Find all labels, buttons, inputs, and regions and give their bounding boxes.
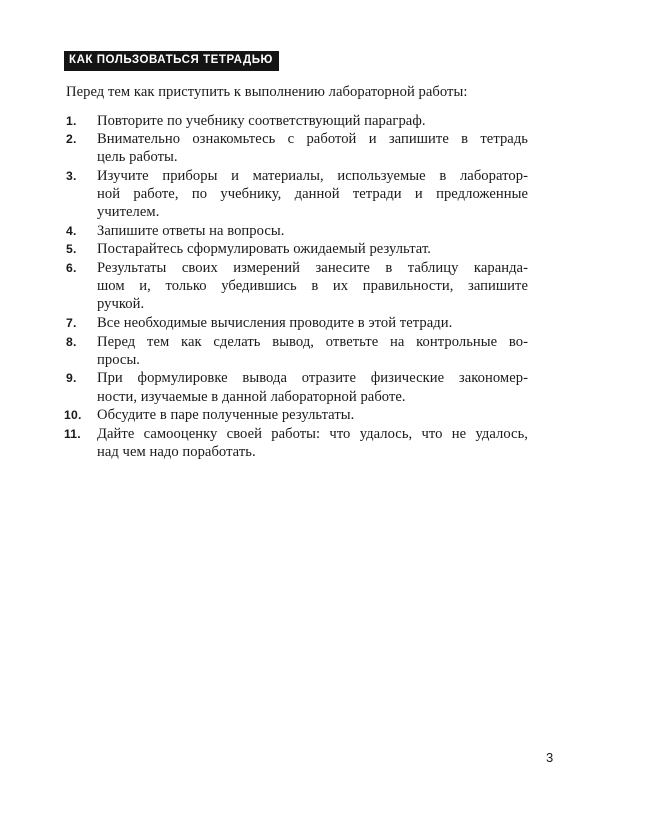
list-item-line: ной работе, по учебнику, данной тетради и предложенные [97,186,528,203]
list-item-number: 8. [66,334,77,349]
list-item-number: 11. [64,426,81,441]
list-item-number: 7. [66,316,77,331]
list-item-line: Дайте самооценку своей работы: что удалось, что не удалось, [97,425,528,442]
list-item-line: шом и, только убедившись в их правильности, запишите [97,278,528,295]
list-item [66,112,528,130]
list-item-line: ности, изучаемые в данной лабораторной работе. [97,388,406,405]
list-item-text [97,259,528,314]
page-content [64,50,528,462]
list-item-text [97,425,528,461]
list-item-number: 6. [66,261,77,276]
list-item-text [97,314,528,332]
list-item-line: Перед тем как сделать вывод, ответьте на контрольные во- [97,333,528,350]
list-item-text [97,222,528,240]
list-item-line: просы. [97,351,140,368]
list-item-line: Обсудите в паре полученные результаты. [97,407,355,424]
list-item-number: 1. [66,113,77,128]
list-item-number: 9. [66,371,77,386]
list-item-line: Внимательно ознакомьтесь с работой и запишите в тетрадь [97,131,528,148]
list-item-line: Изучите приборы и материалы, используемые в лаборатор- [97,167,528,184]
list-item-text [97,112,528,130]
page-number: 3 [546,750,554,765]
list-item [66,369,528,405]
list-item-text [97,130,528,166]
list-item-line: При формулировке вывода отразите физические закономер- [97,370,528,387]
list-item-number: 2. [66,132,77,147]
list-item-text [97,369,528,405]
list-item [66,406,528,424]
list-item [66,130,528,166]
list-item [66,222,528,240]
list-item-line: Запишите ответы на вопросы. [97,222,285,239]
instructions-list [64,112,528,462]
list-item-number: 10. [64,408,82,423]
list-item [66,314,528,332]
list-item-line: ручкой. [97,296,145,313]
list-item [66,425,528,461]
section-header-banner: КАК ПОЛЬЗОВАТЬСЯ ТЕТРАДЬЮ [64,51,279,71]
list-item-text [97,333,528,369]
list-item [66,259,528,314]
list-item-line: Результаты своих измерений занесите в таблицу каранда- [97,260,528,277]
list-item-line: Все необходимые вычисления проводите в этой тетради. [97,315,453,332]
list-item [66,167,528,222]
list-item-number: 3. [66,168,77,183]
list-item [66,333,528,369]
list-item-line: цель работы. [97,149,178,166]
list-item-number: 4. [66,223,77,238]
list-item-line: Повторите по учебнику соответствующий параграф. [97,112,426,129]
list-item-text [97,167,528,222]
list-item [66,240,528,258]
list-item-text [97,406,528,424]
list-item-line: Постарайтесь сформулировать ожидаемый результат. [97,241,431,258]
list-item-line: над чем надо поработать. [97,444,256,461]
list-item-text [97,240,528,258]
list-item-line: учителем. [97,204,160,221]
list-item-number: 5. [66,242,77,257]
intro-paragraph: Перед тем как приступить к выполнению лабораторной работы: [66,83,468,100]
